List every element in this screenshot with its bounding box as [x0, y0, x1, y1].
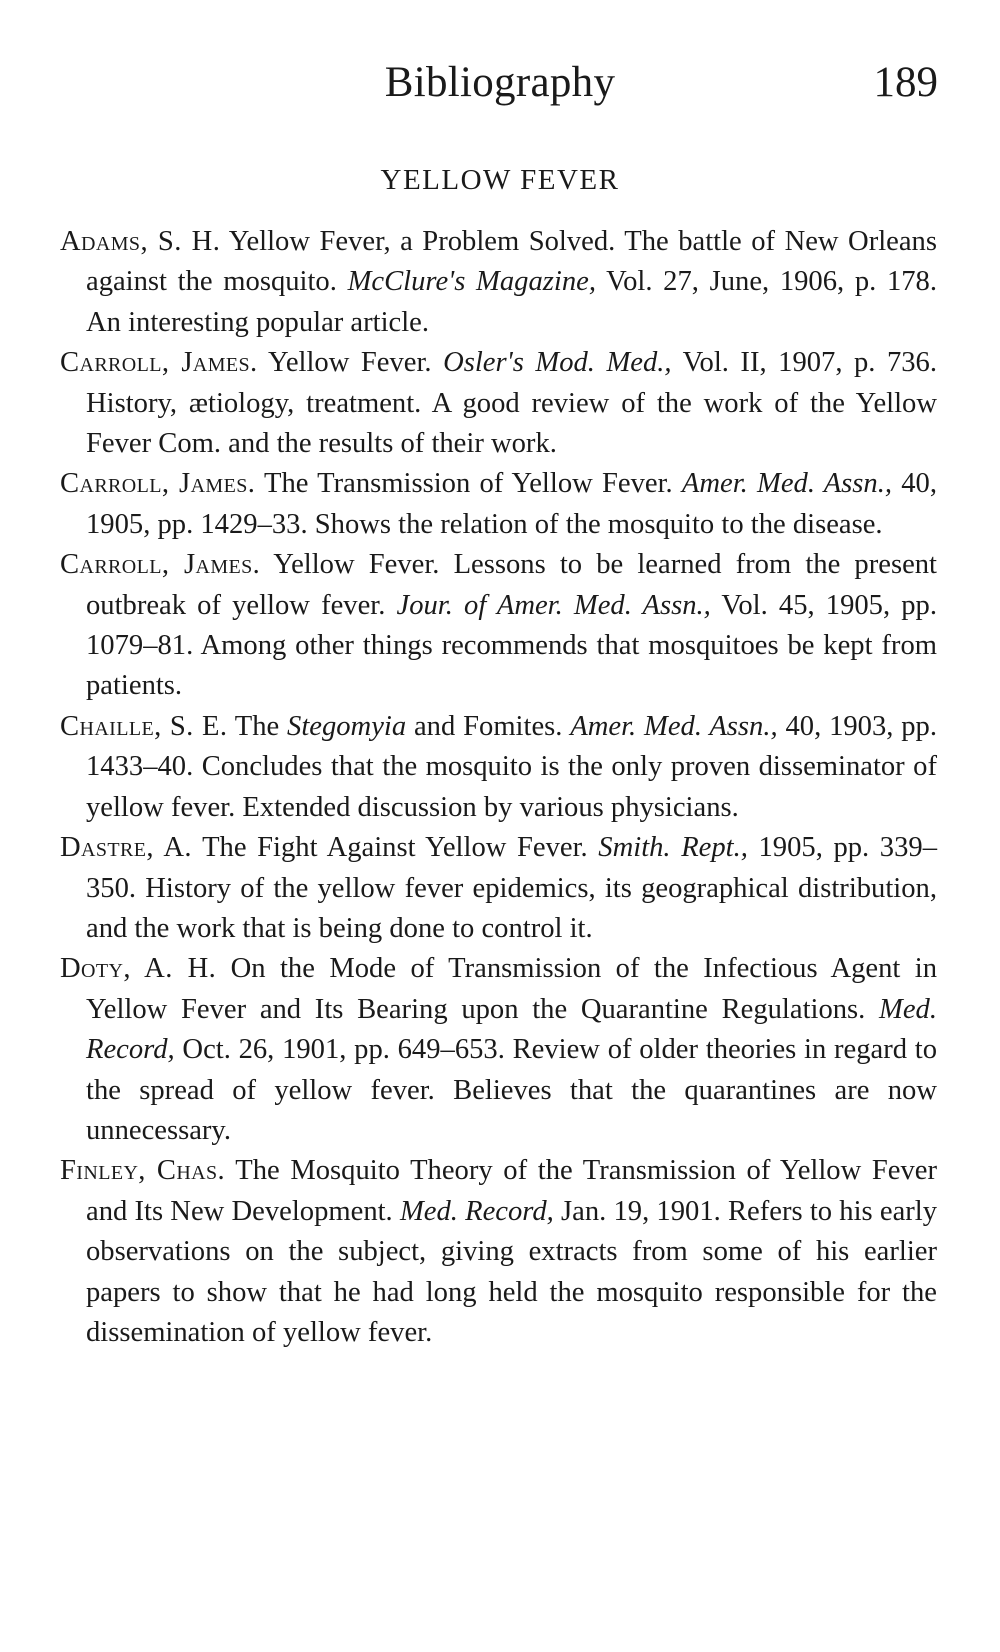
entry-details: Jan. 19, 1901. Refers to his early observations on the subject, giving extracts from some of his earlier papers to show that he had long held the mosquito responsible for the dissemination of yellow fever. [86, 1195, 938, 1348]
entry-title-start: The [227, 710, 288, 742]
entry-details: 40, 1903, pp. 1433–40. Concludes that the mosquito is the only proven disseminator of yellow fever. Extended discussion by various physicians. [86, 710, 938, 823]
entry-title: Yellow Fever. Lessons to be learned from the present outbreak of yellow fever. [86, 549, 938, 621]
entry-author: Carroll, James. [60, 468, 256, 500]
section-title: YELLOW FEVER [380, 164, 620, 196]
entry-title-end: and Fomites. [406, 710, 571, 742]
bibliography-entry [60, 1151, 937, 1353]
entry-title: The Mosquito Theory of the Transmission of Yellow Fever and Its New Development. [86, 1155, 937, 1227]
entry-title: The Transmission of Yellow Fever. [255, 468, 682, 500]
entry-author: Finley, Chas. [60, 1155, 226, 1187]
entry-title: On the Mode of Transmission of the Infectious Agent in Yellow Fever and Its Bearing upon the Quarantine Regulations. [86, 953, 937, 1025]
bibliography-entry [60, 343, 937, 464]
entry-source: Amer. Med. Assn., [570, 710, 778, 742]
running-head [0, 58, 1000, 118]
bibliography-entry [60, 707, 937, 828]
entry-author: Adams, S. H. [60, 226, 221, 257]
bibliography-entry [60, 828, 937, 949]
page-number: 189 [873, 59, 938, 106]
entry-title: The Fight Against Yellow Fever. [191, 832, 599, 864]
entry-author: Chaille, S. E. [60, 710, 228, 742]
entry-details: Vol. 45, 1905, pp. 1079–81. Among other things recommends that mosquitoes be kept from patients. [86, 589, 937, 702]
bibliography-entry [60, 545, 937, 707]
entry-author: Doty, A. H. [60, 953, 217, 985]
bibliography-entry [60, 222, 937, 343]
entry-details: Vol. II, 1907, p. 736. History, ætiology, treatment. A good review of the work of the Yellow Fever Com. and the results of their work. [86, 347, 937, 460]
entry-source: Med. Record, [86, 993, 937, 1066]
entry-title: Yellow Fever, a Problem Solved. The battle of New Orleans against the mosquito. [86, 226, 937, 298]
entry-title: Yellow Fever. [257, 347, 444, 379]
running-title: Bibliography [384, 59, 616, 106]
entry-details: 1905, pp. 339–350. History of the yellow fever epidemics, its geographical distribution, and the work that is being done to control it. [86, 832, 937, 944]
entry-details: Oct. 26, 1901, pp. 649–653. Review of older theories in regard to the spread of yellow fever. Believes that the quarantines are now unnecessary. [86, 1034, 937, 1146]
entry-genus-name: Stegomyia [287, 710, 407, 742]
entry-details: 40, 1905, pp. 1429–33. Shows the relation of the mosquito to the disease. [86, 468, 937, 540]
entry-author: Carroll, James. [60, 347, 258, 379]
entry-source: McClure's Magazine, [347, 266, 596, 298]
entry-details: Vol. 27, June, 1906, p. 178. An interesting popular article. [86, 266, 938, 338]
entry-author: Carroll, James. [60, 549, 261, 581]
entry-source: Amer. Med. Assn., [681, 468, 893, 500]
bibliography-entry [60, 949, 937, 1151]
entry-source: Jour. of Amer. Med. Assn., [396, 589, 711, 621]
entry-source: Osler's Mod. Med., [443, 347, 672, 379]
entry-source: Smith. Rept., [598, 832, 748, 864]
entry-author: Dastre, A. [60, 832, 192, 864]
bibliography-list [60, 222, 937, 1353]
bibliography-entry [60, 464, 937, 545]
entry-source: Med. Record, [399, 1195, 554, 1227]
